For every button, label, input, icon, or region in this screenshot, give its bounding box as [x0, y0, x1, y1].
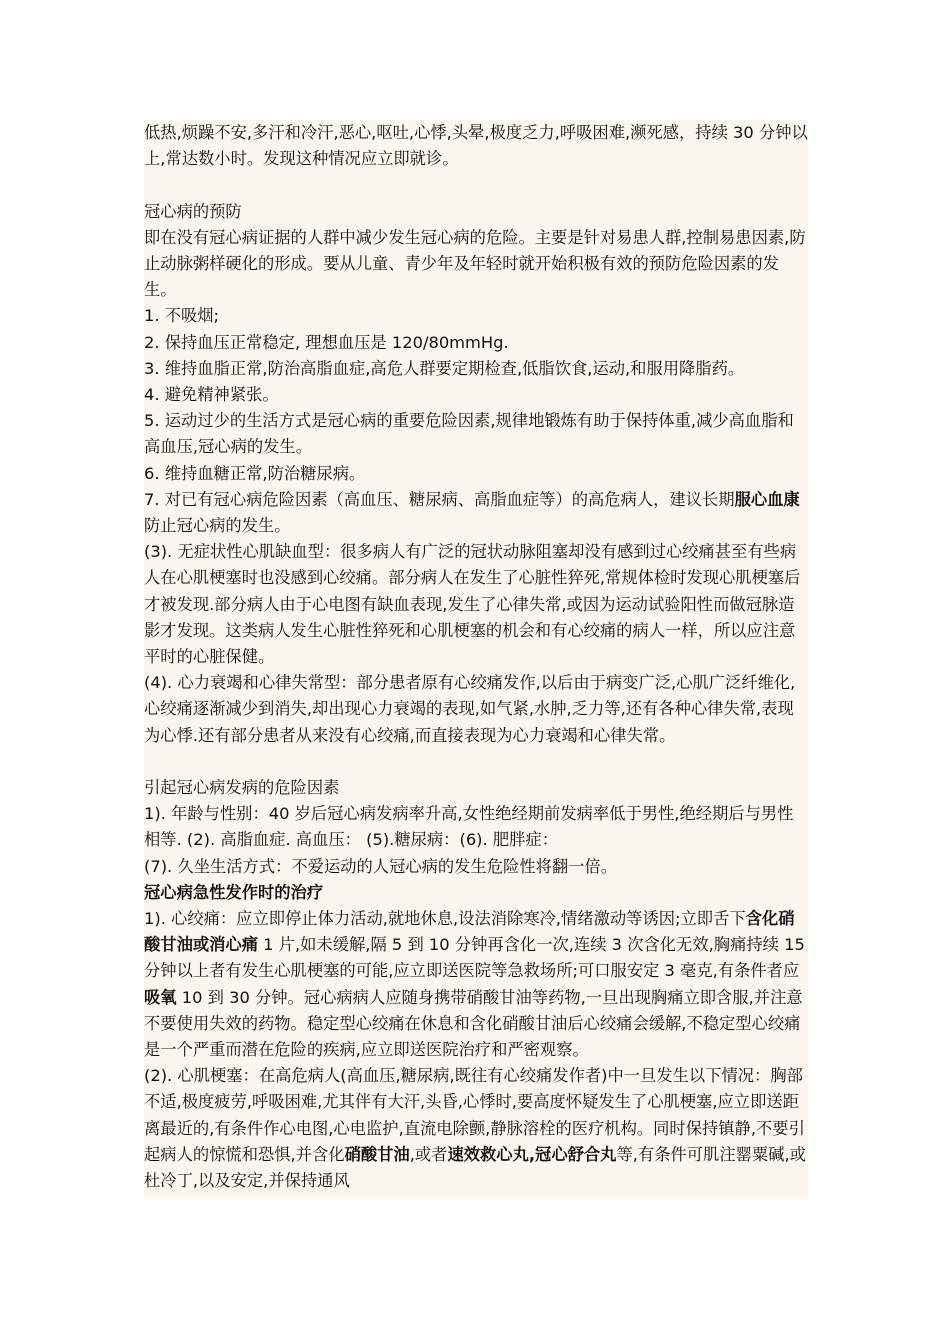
paragraph	[144, 303, 808, 329]
bold-text: 服心血康	[734, 489, 800, 509]
paragraph	[144, 880, 808, 906]
text-run: (7). 久坐生活方式：不爱运动的人冠心病的发生危险性将翻一倍。	[144, 856, 618, 876]
text-run: 5. 运动过少的生活方式是冠心病的重要危险因素,规律地锻炼有助于保持体重,减少高血脂和高血压,冠心病的发生。	[144, 411, 794, 457]
text-run: 1. 不吸烟;	[144, 306, 220, 326]
paragraph	[144, 670, 808, 749]
bold-text: 硝酸甘油	[344, 1144, 410, 1164]
text-run: 引起冠心病发病的危险因素	[144, 778, 340, 798]
text-run: 冠心病的预防	[144, 201, 242, 221]
paragraph	[144, 854, 808, 880]
text-run: 即在没有冠心病证据的人群中减少发生冠心病的危险。主要是针对易患人群,控制易患因素,防止动脉粥样硬化的形成。要从儿童、青少年及年轻时就开始积极有效的预防危险因素的发生。	[144, 227, 806, 300]
paragraph	[144, 775, 808, 801]
paragraph	[144, 225, 808, 304]
bold-text: 吸氧	[144, 987, 177, 1007]
text-run: ,或者	[409, 1144, 448, 1164]
text-run: 1 片,如未缓解,隔 5 到 10 分钟再含化一次,连续 3 次含化无效,胸痛持续 15 分钟以上者有发生心肌梗塞的可能,应立即送医院等急救场所;可口服安定 3 毫克,有条件者应	[144, 935, 805, 981]
paragraph	[144, 487, 808, 539]
text-run: (4). 心力衰竭和心律失常型：部分患者原有心绞痛发作,以后由于病变广泛,心肌广泛纤维化,心绞痛逐渐减少到消失,却出现心力衰竭的表现,如气紧,水肿,乏力等,还有各种心律失常,表现为心悸.还有部分患者从来没有心绞痛,而直接表现为心力衰竭和心律失常。	[144, 673, 796, 745]
paragraph	[144, 199, 808, 225]
text-run: 2. 保持血压正常稳定, 理想血压是 120/80mmHg.	[144, 332, 509, 352]
text-run: 10 到 30 分钟。冠心病病人应随身携带硝酸甘油等药物,一旦出现胸痛立即含服,并注意不要使用失效的药物。稳定型心绞痛在休息和含化硝酸甘油后心绞痛会缓解,不稳定型心绞痛是一个严重而潜在危险的疾病,应立即送医院治疗和严密观察。	[144, 987, 803, 1060]
text-run: 4. 避免精神紧张。	[144, 385, 279, 405]
bold-text: 含化硝酸甘油或消心痛	[144, 909, 795, 955]
text-run: 低热,烦躁不安,多汗和冷汗,恶心,呕吐,心悸,头晕,极度乏力,呼吸困难,濒死感，持续 30 分钟以上,常达数小时。发现这种情况应立即就诊。	[144, 123, 808, 169]
paragraph-spacer	[144, 749, 808, 775]
bold-text: 冠心病急性发作时的治疗	[144, 882, 324, 902]
paragraph	[144, 356, 808, 382]
text-run: (2). 心肌梗塞：在高危病人(高血压,糖尿病,既往有心绞痛发作者)中一旦发生以下情况：胸部不适,极度疲劳,呼吸困难,尤其伴有大汗,头昏,心悸时,要高度怀疑发生了心肌梗塞,应立即送距离最近的,有条件作心电图,心电监护,直流电除颤,静脉溶栓的医疗机构。同时保持镇静,不要引起病人的惊慌和恐惧,并含化	[144, 1066, 805, 1164]
paragraph	[144, 906, 808, 1063]
paragraph	[144, 461, 808, 487]
paragraph	[144, 330, 808, 356]
text-run: 防止冠心病的发生。	[144, 516, 291, 536]
text-run: 6. 维持血糖正常,防治糖尿病。	[144, 463, 366, 483]
text-run: 7. 对已有冠心病危险因素（高血压、糖尿病、高脂血症等）的高危病人，建议长期	[144, 489, 735, 509]
paragraph	[144, 382, 808, 408]
bold-text: 速效救心丸,冠心舒合丸	[447, 1144, 617, 1164]
paragraph	[144, 801, 808, 853]
paragraph	[144, 539, 808, 670]
paragraph	[144, 1063, 808, 1194]
text-run: 3. 维持血脂正常,防治高脂血症,高危人群要定期检查,低脂饮食,运动,和服用降脂药。	[144, 358, 745, 378]
paragraph-spacer	[144, 172, 808, 198]
paragraph	[144, 408, 808, 460]
document-text-block	[144, 120, 808, 1198]
text-run: (3). 无症状性心肌缺血型：很多病人有广泛的冠状动脉阻塞却没有感到过心绞痛甚至有些病人在心肌梗塞时也没感到心绞痛。部分病人在发生了心脏性猝死,常规体检时发现心肌梗塞后才被发现.部分病人由于心电图有缺血表现,发生了心律失常,或因为运动试验阳性而做冠脉造影才发现。这类病人发生心脏性猝死和心肌梗塞的机会和有心绞痛的病人一样，所以应注意平时的心脏保健。	[144, 542, 801, 667]
paragraph	[144, 120, 808, 172]
text-run: 等,有条件可肌注罂粟碱,或杜冷丁,以及安定,并保持通风	[144, 1144, 806, 1191]
text-run: 1). 年龄与性别：40 岁后冠心病发病率升高,女性绝经期前发病率低于男性,绝经期后与男性相等. (2). 高脂血症. 高血压： (5).糖尿病：(6). 肥胖症：	[144, 804, 794, 850]
text-run: 1). 心绞痛：应立即停止体力活动,就地休息,设法消除寒冷,情绪激动等诱因;立即舌下	[144, 909, 746, 929]
